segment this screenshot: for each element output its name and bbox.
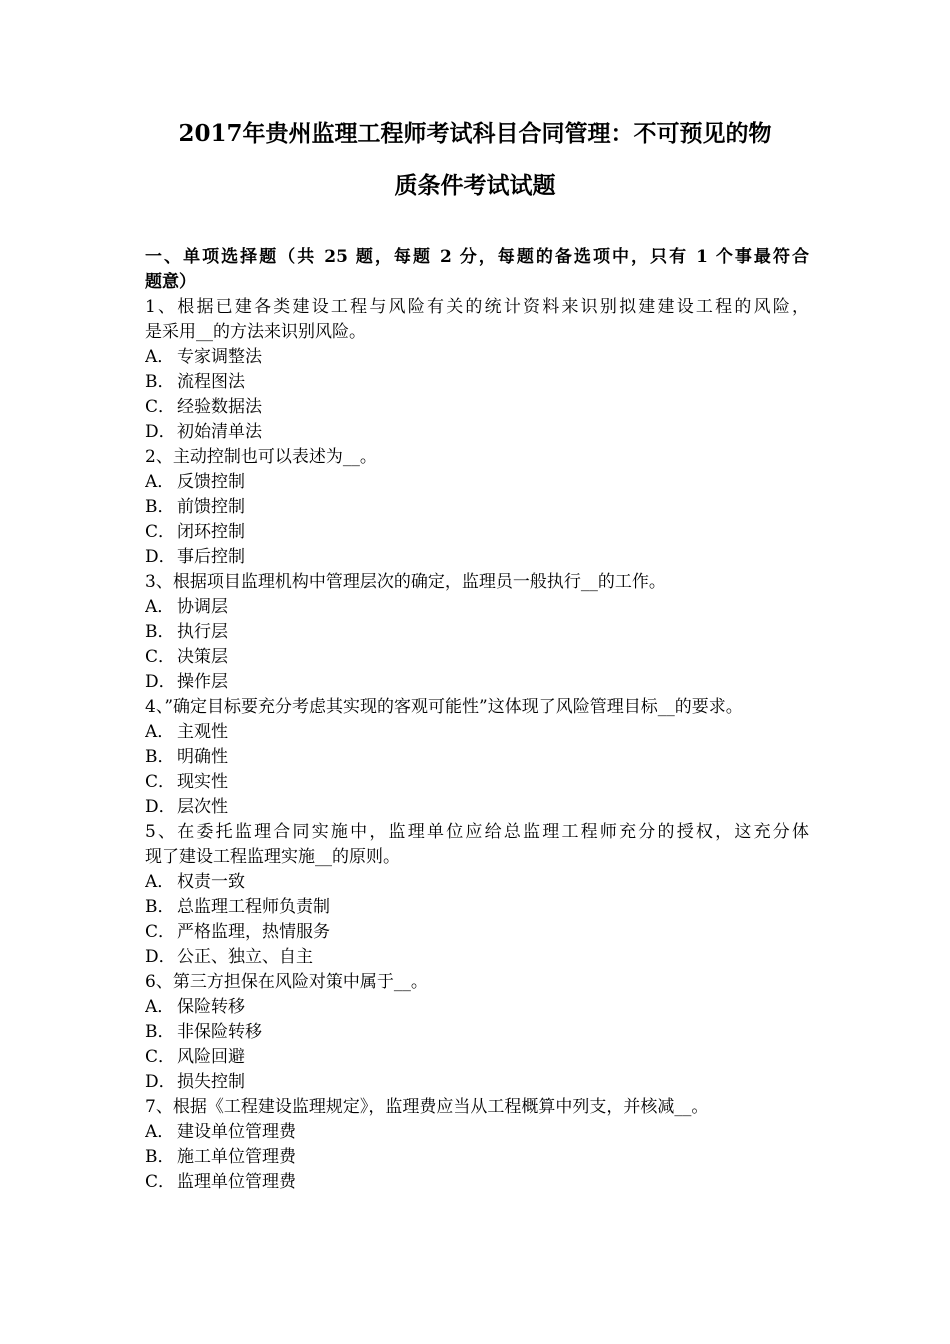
option-letter: C． xyxy=(145,1047,176,1067)
answer-option xyxy=(145,870,809,895)
option-letter: D． xyxy=(145,947,176,967)
option-letter: B． xyxy=(145,497,175,517)
option-text: 操作层 xyxy=(177,672,228,692)
option-letter: C． xyxy=(145,1172,176,1192)
answer-option xyxy=(145,1020,809,1045)
question-item xyxy=(145,1095,809,1195)
answer-option xyxy=(145,1045,809,1070)
option-letter: A． xyxy=(145,997,175,1017)
answer-option xyxy=(145,520,809,545)
answer-option xyxy=(145,745,809,770)
answer-option xyxy=(145,795,809,820)
option-letter: D． xyxy=(145,672,176,692)
option-text: 事后控制 xyxy=(177,547,245,567)
option-letter: A． xyxy=(145,1122,175,1142)
answer-option xyxy=(145,945,809,970)
question-stem: 现了建设工程监理实施__的原则。 xyxy=(145,847,400,867)
answer-option xyxy=(145,1170,809,1195)
option-text: 层次性 xyxy=(177,797,228,817)
option-text: 明确性 xyxy=(177,747,228,767)
option-text: 权责一致 xyxy=(177,872,245,892)
question-stem: 7、根据《工程建设监理规定》，监理费应当从工程概算中列支，并核减__。 xyxy=(145,1097,709,1117)
option-text: 现实性 xyxy=(177,772,228,792)
option-text: 反馈控制 xyxy=(177,472,245,492)
answer-option xyxy=(145,770,809,795)
question-stem: 2、主动控制也可以表述为__。 xyxy=(145,447,377,467)
option-letter: A． xyxy=(145,347,175,367)
question-item xyxy=(145,970,809,1095)
answer-option xyxy=(145,495,809,520)
option-text: 闭环控制 xyxy=(177,522,245,542)
option-letter: C． xyxy=(145,772,176,792)
answer-option xyxy=(145,895,809,920)
option-text: 决策层 xyxy=(177,647,228,667)
option-text: 公正、独立、自主 xyxy=(177,947,313,967)
answer-option xyxy=(145,395,809,420)
option-text: 执行层 xyxy=(177,622,228,642)
option-text: 严格监理，热情服务 xyxy=(177,922,330,942)
answer-option xyxy=(145,470,809,495)
option-text: 专家调整法 xyxy=(177,347,262,367)
answer-option xyxy=(145,595,809,620)
option-letter: A． xyxy=(145,597,175,617)
answer-option xyxy=(145,620,809,645)
document-title-line-1: 2017年贵州监理工程师考试科目合同管理：不可预见的物 xyxy=(178,120,772,147)
question-list xyxy=(145,295,809,1195)
question-stem: 是采用__的方法来识别风险。 xyxy=(145,322,366,342)
option-text: 主观性 xyxy=(177,722,228,742)
option-text: 总监理工程师负责制 xyxy=(177,897,330,917)
answer-option xyxy=(145,720,809,745)
option-letter: D． xyxy=(145,547,176,567)
question-stem: 5、在委托监理合同实施中，监理单位应给总监理工程师充分的授权，这充分体 xyxy=(145,822,809,842)
question-stem: 6、第三方担保在风险对策中属于__。 xyxy=(145,972,428,992)
option-letter: D． xyxy=(145,797,176,817)
option-text: 前馈控制 xyxy=(177,497,245,517)
answer-option xyxy=(145,995,809,1020)
option-letter: D． xyxy=(145,1072,176,1092)
option-text: 经验数据法 xyxy=(177,397,262,417)
question-item xyxy=(145,295,809,445)
document-title-line-2: 质条件考试试题 xyxy=(394,172,556,199)
option-text: 风险回避 xyxy=(177,1047,245,1067)
option-letter: C． xyxy=(145,522,176,542)
answer-option xyxy=(145,645,809,670)
answer-option xyxy=(145,670,809,695)
option-text: 协调层 xyxy=(177,597,228,617)
answer-option xyxy=(145,345,809,370)
answer-option xyxy=(145,1070,809,1095)
option-text: 监理单位管理费 xyxy=(177,1172,296,1192)
option-letter: A． xyxy=(145,872,175,892)
option-text: 施工单位管理费 xyxy=(177,1147,296,1167)
question-item xyxy=(145,445,809,570)
section-heading-line-1: 一、单项选择题（共 25 题，每题 2 分，每题的备选项中，只有 1 个事最符合 xyxy=(145,247,809,267)
option-letter: C． xyxy=(145,922,176,942)
option-letter: A． xyxy=(145,722,175,742)
option-text: 损失控制 xyxy=(177,1072,245,1092)
question-item xyxy=(145,695,809,820)
option-letter: C． xyxy=(145,397,176,417)
option-letter: D． xyxy=(145,422,176,442)
question-stem: 3、根据项目监理机构中管理层次的确定，监理员一般执行__的工作。 xyxy=(145,572,666,592)
option-letter: B． xyxy=(145,1022,175,1042)
section-heading-line-2: 题意） xyxy=(145,272,196,292)
option-letter: B． xyxy=(145,1147,175,1167)
question-stem: 4、”确定目标要充分考虑其实现的客观可能性”这体现了风险管理目标__的要求。 xyxy=(145,697,743,717)
option-text: 非保险转移 xyxy=(177,1022,262,1042)
answer-option xyxy=(145,1120,809,1145)
question-stem: 1、根据已建各类建设工程与风险有关的统计资料来识别拟建建设工程的风险， xyxy=(145,297,809,317)
option-letter: B． xyxy=(145,372,175,392)
option-text: 保险转移 xyxy=(177,997,245,1017)
option-letter: A． xyxy=(145,472,175,492)
option-letter: B． xyxy=(145,622,175,642)
option-letter: B． xyxy=(145,897,175,917)
option-text: 初始清单法 xyxy=(177,422,262,442)
answer-option xyxy=(145,1145,809,1170)
option-letter: C． xyxy=(145,647,176,667)
option-letter: B． xyxy=(145,747,175,767)
option-text: 流程图法 xyxy=(177,372,245,392)
question-item xyxy=(145,820,809,970)
option-text: 建设单位管理费 xyxy=(177,1122,296,1142)
question-item xyxy=(145,570,809,695)
answer-option xyxy=(145,545,809,570)
answer-option xyxy=(145,920,809,945)
section-heading xyxy=(145,245,809,295)
answer-option xyxy=(145,420,809,445)
answer-option xyxy=(145,370,809,395)
